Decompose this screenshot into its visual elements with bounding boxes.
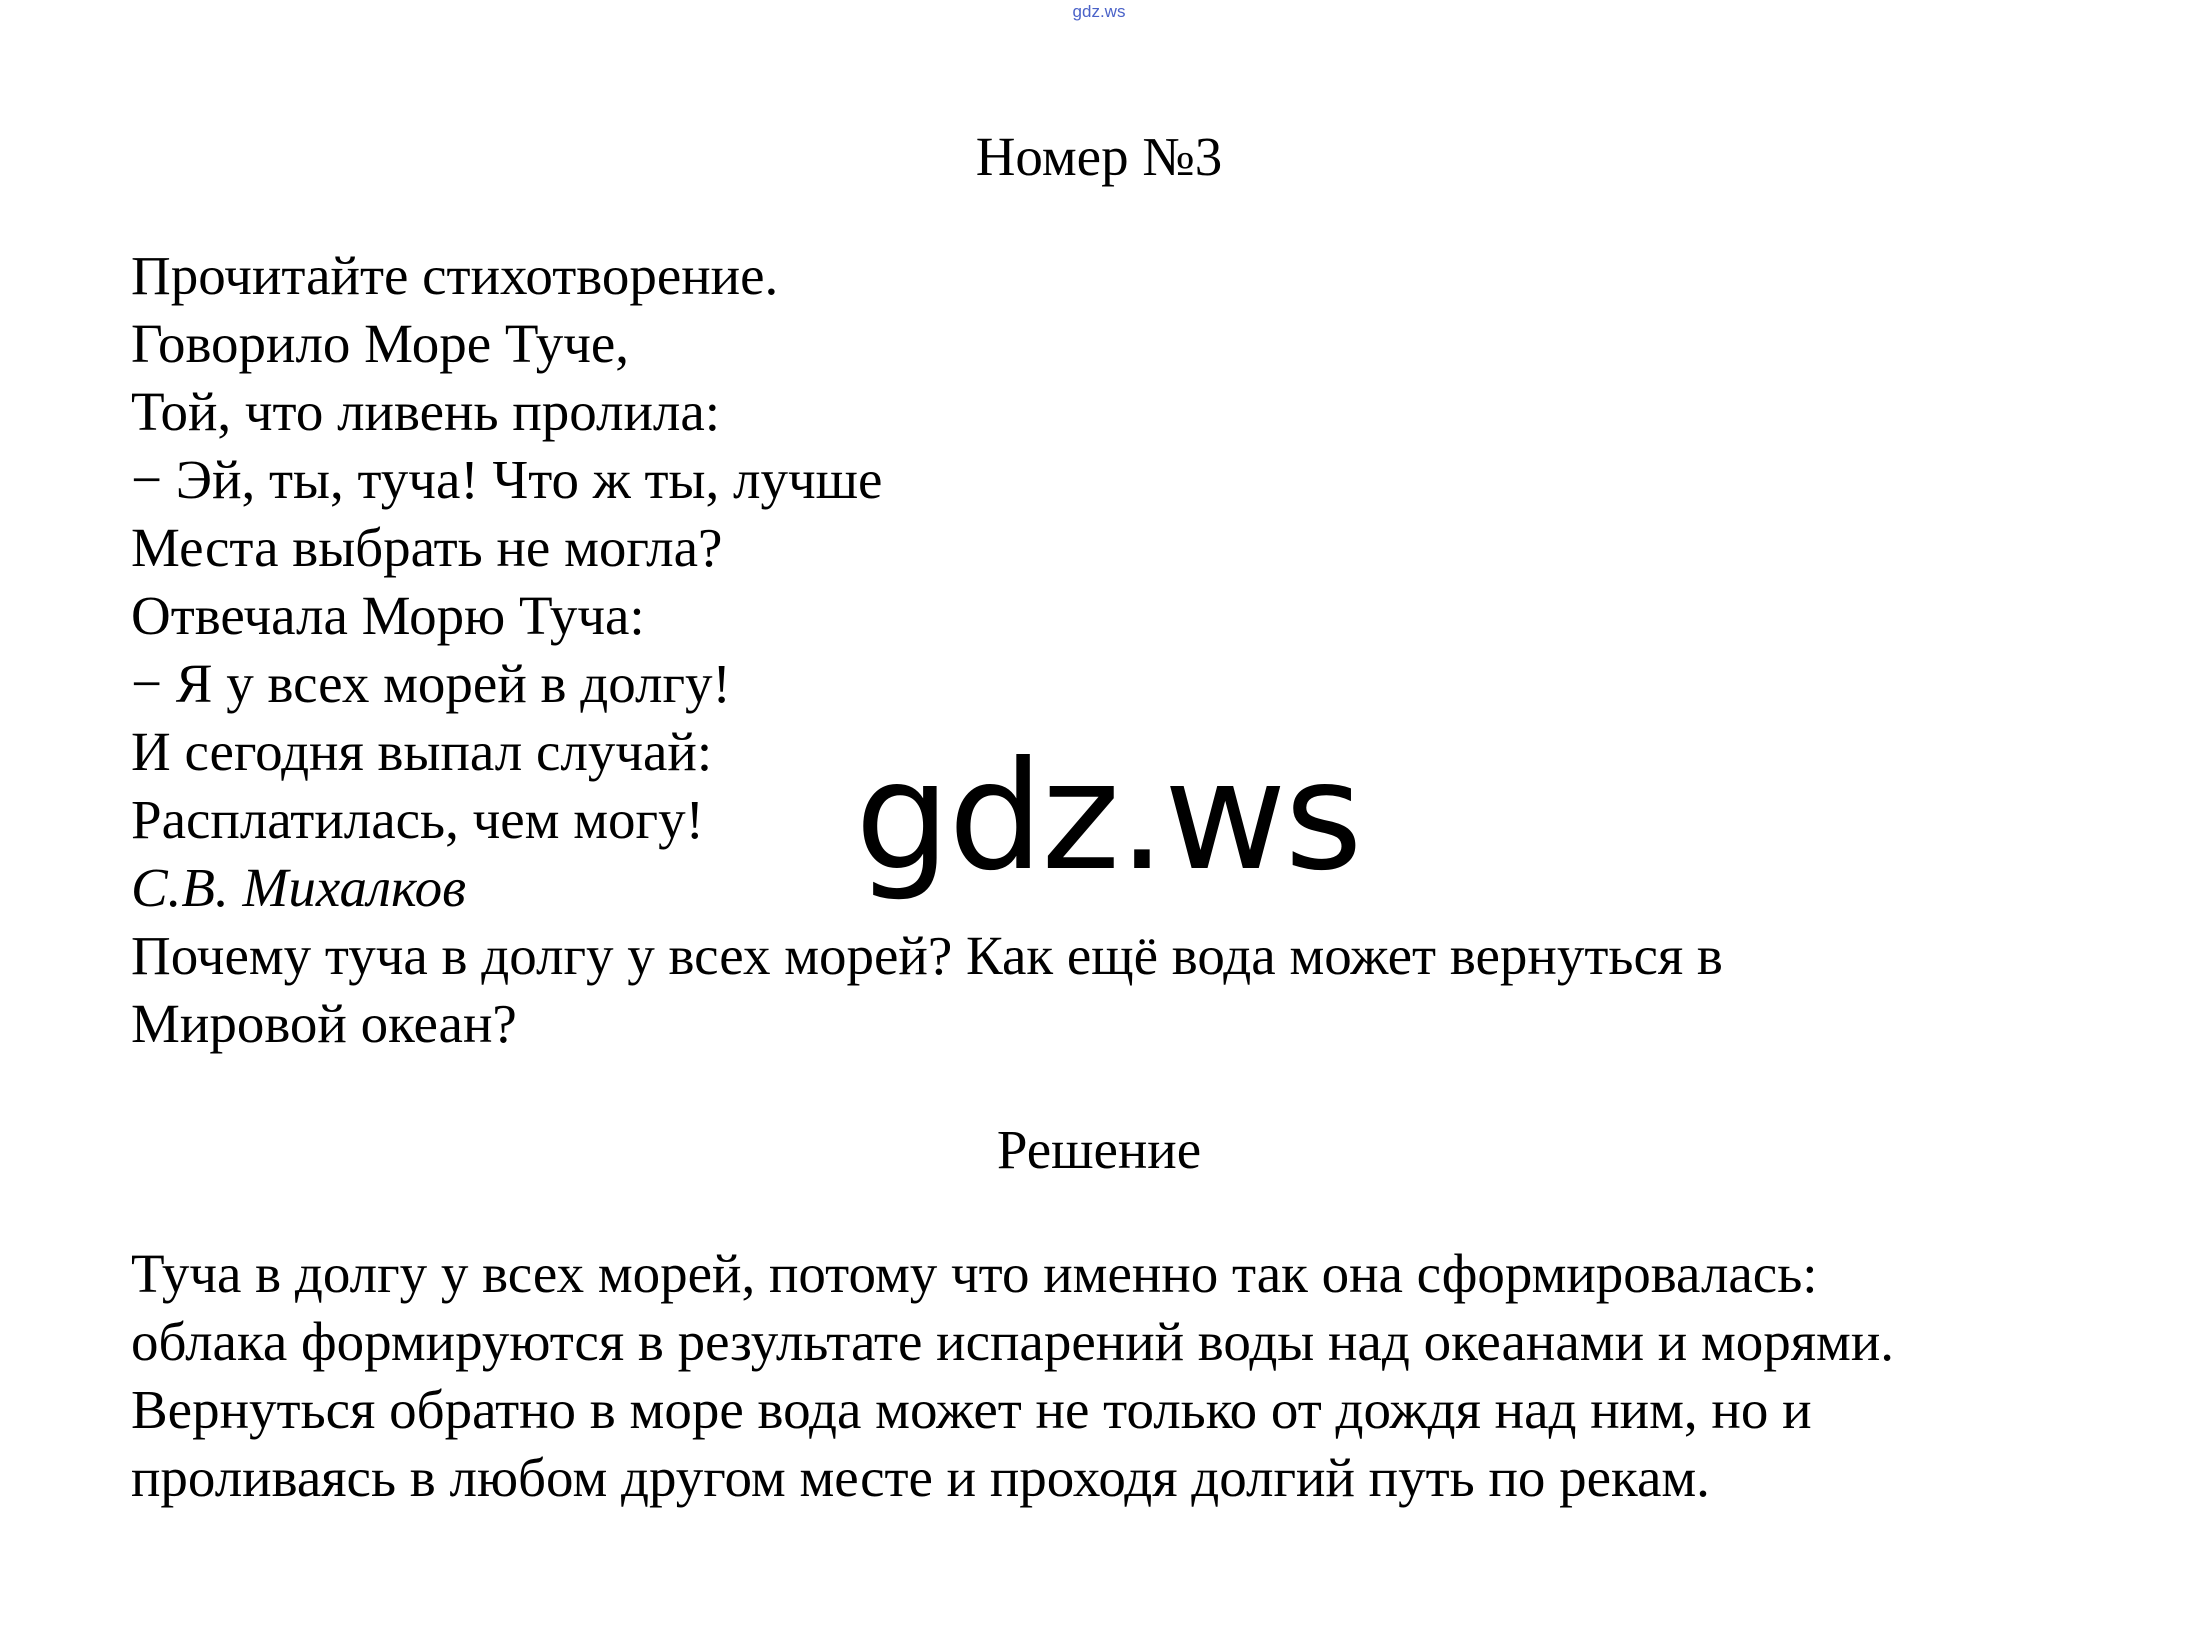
solution-line: облака формируются в результате испарений воды над океанами и морями. [131,1311,1895,1372]
poem-line: Места выбрать не могла? [131,517,723,578]
task-title: Номер №3 [975,126,1223,187]
poem-line: Говорило Море Туче, [131,313,630,374]
task-text [131,242,2111,1058]
solution-line: проливаясь в любом другом месте и проходя долгий путь по рекам. [131,1447,1710,1508]
poem-line: Расплатилась, чем могу! [131,789,704,850]
poem-line: − Эй, ты, туча! Что ж ты, лучше [131,449,883,510]
question-line: Почему туча в долгу у всех морей? Как ещё вода может вернуться в [131,925,1723,986]
solution-line: Вернуться обратно в море вода может не только от дождя над ним, но и [131,1379,1812,1440]
solution-line: Туча в долгу у всех морей, потому что именно так она сформировалась: [131,1243,1818,1304]
solution-text [131,1240,2131,1512]
poem-line: И сегодня выпал случай: [131,721,713,782]
question-line: Мировой океан? [131,993,517,1054]
poem-line: − Я у всех морей в долгу! [131,653,731,714]
watermark-logo: gdz.ws [855,730,1361,904]
site-mark: gdz.ws [1072,2,1126,21]
poem-line: Той, что ливень пролила: [131,381,721,442]
solution-title: Решение [996,1119,1202,1180]
poem-line: Отвечала Морю Туча: [131,585,645,646]
poem-author: С.В. Михалков [131,857,467,918]
instruction-line: Прочитайте стихотворение. [131,245,779,306]
